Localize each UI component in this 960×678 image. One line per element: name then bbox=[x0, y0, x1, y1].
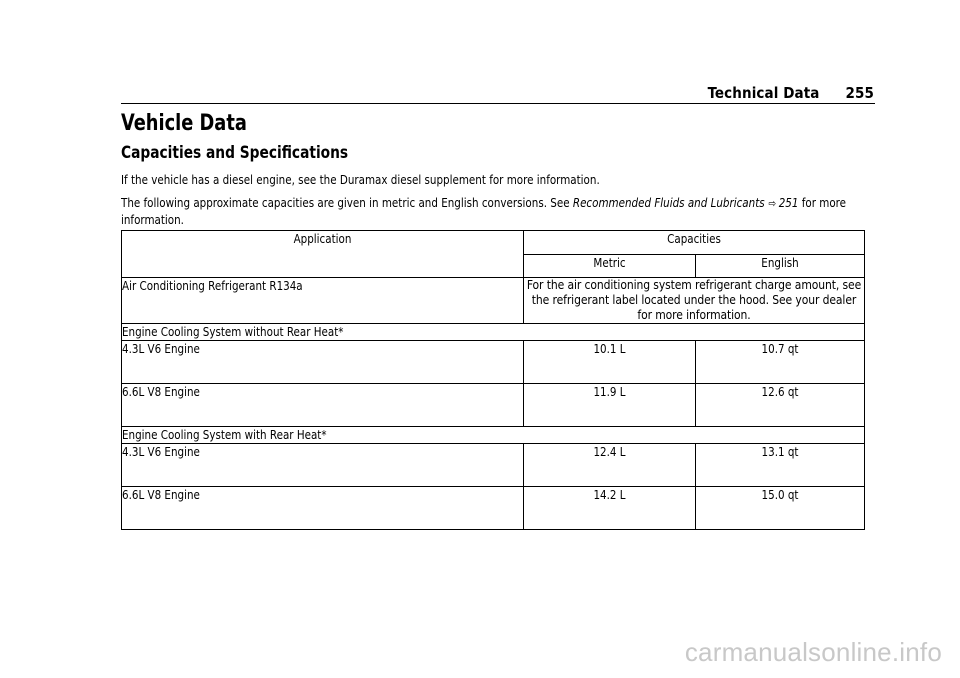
english-header: English bbox=[696, 254, 865, 278]
english-value: 10.7 qt bbox=[696, 341, 865, 384]
metric-value: 10.1 L bbox=[524, 341, 696, 384]
application-header: Application bbox=[122, 231, 524, 278]
table-section-row bbox=[122, 427, 865, 444]
engine-label: 4.3L V6 Engine bbox=[122, 444, 524, 487]
reference-page-link[interactable]: 251 bbox=[778, 195, 799, 210]
engine-label: 4.3L V6 Engine bbox=[122, 341, 524, 384]
ac-refrigerant-note: For the air conditioning system refrigerant charge amount, see the refrigerant label located under the hood. See your dealer for more information. bbox=[524, 278, 865, 324]
page-title: Vehicle Data bbox=[121, 111, 247, 136]
metric-value: 14.2 L bbox=[524, 487, 696, 530]
header-section-title: Technical Data bbox=[707, 84, 820, 102]
english-value: 13.1 qt bbox=[696, 444, 865, 487]
fluids-reference-link[interactable]: Recommended Fluids and Lubricants bbox=[572, 195, 765, 210]
table-row bbox=[122, 341, 865, 384]
section-label: Engine Cooling System without Rear Heat* bbox=[122, 324, 865, 341]
metric-value: 12.4 L bbox=[524, 444, 696, 487]
table-row bbox=[122, 278, 865, 324]
site-watermark: carmanualsonline.info bbox=[684, 637, 942, 667]
page-header bbox=[708, 84, 874, 102]
conversion-note-text: The following approximate capacities are given in metric and English conversions. See bbox=[121, 195, 573, 210]
english-value: 15.0 qt bbox=[696, 487, 865, 530]
metric-value: 11.9 L bbox=[524, 384, 696, 427]
ac-refrigerant-label: Air Conditioning Refrigerant R134a bbox=[122, 278, 524, 324]
metric-header: Metric bbox=[524, 254, 696, 278]
diesel-note-paragraph: If the vehicle has a diesel engine, see the Duramax diesel supplement for more information. bbox=[121, 172, 600, 187]
table-section-row bbox=[122, 324, 865, 341]
capacities-header: Capacities bbox=[524, 231, 865, 255]
table-header-row bbox=[122, 231, 865, 255]
page-reference-arrow-icon: ⇨ bbox=[768, 197, 776, 210]
conversion-note-paragraph bbox=[121, 195, 866, 228]
capacities-table bbox=[121, 230, 865, 530]
english-value: 12.6 qt bbox=[696, 384, 865, 427]
table-row bbox=[122, 487, 865, 530]
engine-label: 6.6L V8 Engine bbox=[122, 487, 524, 530]
conversion-note-end: for more information. bbox=[121, 195, 847, 227]
table-row bbox=[122, 444, 865, 487]
table-row bbox=[122, 384, 865, 427]
engine-label: 6.6L V8 Engine bbox=[122, 384, 524, 427]
section-heading: Capacities and Specifications bbox=[121, 143, 349, 163]
section-label: Engine Cooling System with Rear Heat* bbox=[122, 427, 865, 444]
header-rule bbox=[121, 103, 875, 104]
page-number: 255 bbox=[845, 84, 874, 102]
